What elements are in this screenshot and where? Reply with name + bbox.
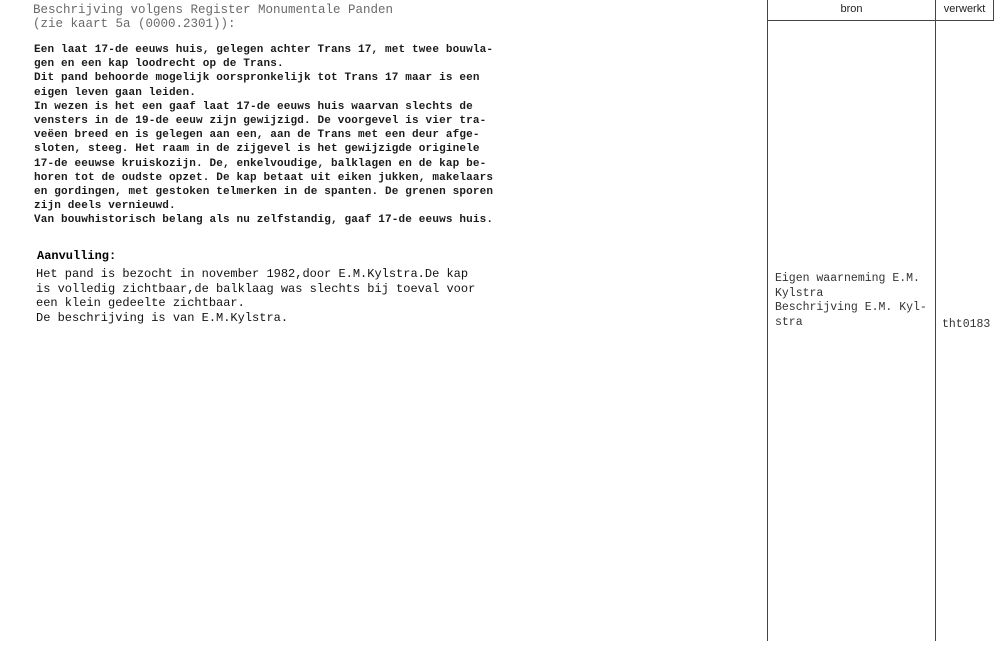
map-reference: (zie kaart 5a (0000.2301)): bbox=[33, 17, 236, 31]
description-line: In wezen is het een gaaf laat 17-de eeuws huis waarvan slechts de bbox=[34, 100, 473, 113]
addendum-line: een klein gedeelte zichtbaar. bbox=[36, 296, 245, 310]
description-line: zijn deels vernieuwd. bbox=[34, 200, 176, 213]
bron-entries bbox=[775, 272, 935, 330]
verwerkt-column-header: verwerkt bbox=[943, 3, 986, 15]
description-block bbox=[34, 43, 554, 228]
bron-column-header: bron bbox=[840, 3, 863, 15]
addendum-line: Het pand is bezocht in november 1982,door E.M.Kylstra.De kap bbox=[36, 267, 469, 281]
description-line: vensters in de 19-de eeuw zijn gewijzigd. De voorgevel is vier tra- bbox=[34, 115, 487, 128]
verwerkt-value: tht0183 bbox=[942, 318, 991, 331]
column-divider bbox=[935, 0, 936, 641]
addendum-line: De beschrijving is van E.M.Kylstra. bbox=[36, 310, 289, 325]
bron-line: stra bbox=[775, 315, 803, 329]
column-divider bbox=[993, 0, 994, 20]
description-line: eigen leven gaan leiden. bbox=[34, 86, 197, 99]
description-line: horen tot de oudste opzet. De kap betaat uit eiken jukken, makelaars bbox=[34, 171, 494, 184]
description-line: gen en een kap loodrecht op de Trans. bbox=[34, 58, 284, 71]
addendum-block bbox=[36, 267, 556, 325]
description-line: en gordingen, met gestoken telmerken in de spanten. De grenen sporen bbox=[34, 186, 494, 199]
description-line: Van bouwhistorisch belang als nu zelfstandig, gaaf 17-de eeuws huis. bbox=[34, 214, 494, 227]
bron-line: Beschrijving E.M. Kyl- bbox=[775, 301, 927, 314]
column-divider bbox=[767, 0, 768, 641]
description-line: Dit pand behoorde mogelijk oorspronkelijk tot Trans 17 maar is een bbox=[34, 72, 480, 85]
description-line: veëen breed en is gelegen aan een, aan de Trans met een deur afge- bbox=[34, 129, 480, 142]
bron-line: Eigen waarneming E.M. bbox=[775, 272, 920, 285]
addendum-title: Aanvulling: bbox=[37, 249, 117, 263]
description-line: 17-de eeuwse kruiskozijn. De, enkelvoudige, balklagen en de kap be- bbox=[34, 157, 487, 170]
document-heading: Beschrijving volgens Register Monumentale Panden bbox=[33, 3, 394, 17]
column-header-rule bbox=[767, 20, 994, 21]
description-line: Een laat 17-de eeuws huis, gelegen achter Trans 17, met twee bouwla- bbox=[34, 44, 494, 56]
description-line: sloten, steeg. Het raam in de zijgevel is het gewijzigde originele bbox=[34, 143, 480, 156]
bron-line: Kylstra bbox=[775, 286, 824, 300]
addendum-line: is volledig zichtbaar,de balklaag was slechts bij toeval voor bbox=[36, 281, 476, 296]
